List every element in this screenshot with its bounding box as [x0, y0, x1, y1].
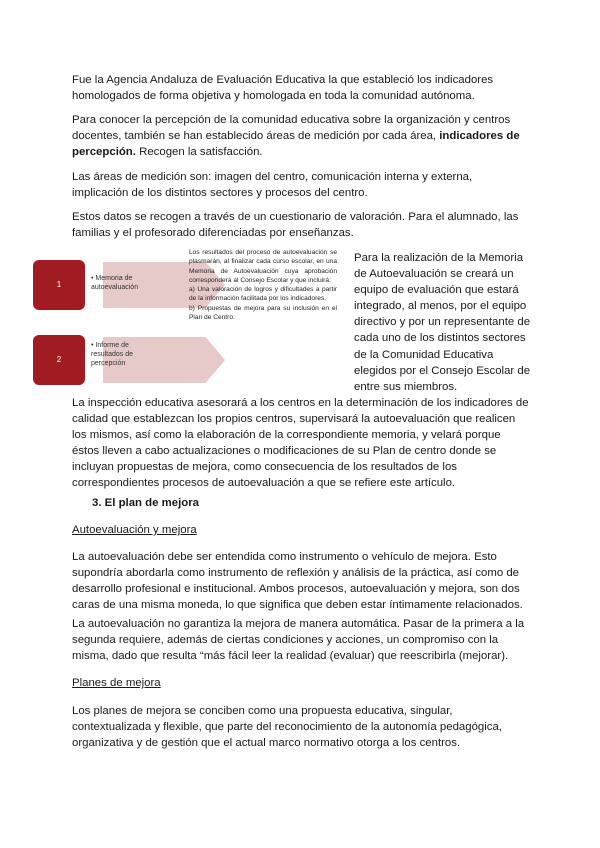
- paragraph-percepcion: [72, 112, 530, 160]
- section-heading: 3. El plan de mejora: [92, 497, 199, 509]
- autoevaluation-diagram: [33, 248, 343, 386]
- paragraph-inspeccion: La inspección educativa asesorará a los centros en la determinación de los indicadores de calidad que establezcan los propios centros, supervisará la autoevaluación que realicen los mismos, así como la elaboración de la correspondiente memoria, y velará porque éstos lleven a cabo actualizaciones o modificaciones de su Plan de centro donde se incluyan propuestas de mejora, como consecuencia de los resultados de los correspondientes procesos de autoevaluación a que se refiere este artículo.: [72, 397, 529, 489]
- paragraph-memoria: Para la realización de la Memoria de Autoevaluación se creará un equipo de evaluación que estará integrado, al menos, por el equipo directivo y por un representante de cada uno de los distintos sectores de la Comunidad Educativa elegidos por el Consejo Escolar de entre sus miembros.: [354, 252, 531, 393]
- paragraph-agencia: Fue la Agencia Andaluza de Evaluación Educativa la que estableció los indicadores homologados de forma objetiva y homologada en toda la comunidad autónoma.: [72, 74, 494, 102]
- paragraph-percepcion-bold: indicadores de percepción.: [72, 130, 520, 158]
- subheading-autoevaluacion: Autoevaluación y mejora: [72, 524, 197, 536]
- diagram-box-2-number: 2: [56, 355, 62, 364]
- diagram-label-2: • Informe de resultados de percepción: [91, 341, 161, 368]
- diagram-text-a: a) Una valoración de logros y dificultades a partir de la información facilitada por los indicadores.: [189, 286, 337, 303]
- diagram-box-2: [33, 335, 85, 385]
- diagram-text-b: b) Propuestas de mejora para su inclusión en el Plan de Centro.: [189, 304, 337, 322]
- paragraph-areas: Las áreas de medición son: imagen del centro, comunicación interna y externa, implicación de los distintos sectores y procesos del centro.: [72, 171, 473, 199]
- diagram-text: [189, 248, 337, 322]
- paragraph-planes: Los planes de mejora se conciben como una propuesta educativa, singular, contextualizada y flexible, que parte del reconocimiento de la autonomía pedagógica, organizativa y de gestión que el actual marco normativo otorga a los centros.: [72, 705, 502, 749]
- diagram-label-1: • Memoria de autoevaluación: [91, 274, 161, 292]
- diagram-box-1: [33, 260, 85, 310]
- paragraph-percepcion-tail: Recogen la satisfacción.: [135, 146, 263, 158]
- subheading-planes: Planes de mejora: [72, 677, 161, 689]
- diagram-box-1-number: 1: [56, 280, 62, 289]
- paragraph-garantiza: La autoevaluación no garantiza la mejora de manera automática. Pasar de la primera a la segunda requiere, además de ciertas condiciones y acciones, un compromiso con la misma, dado que resulta “más fácil leer la realidad (evaluar) que reescribirla (mejorar).: [72, 618, 525, 662]
- paragraph-cuestionario: Estos datos se recogen a través de un cuestionario de valoración. Para el alumnado, las familias y el profesorado diferenciadas por enseñanzas.: [72, 211, 519, 239]
- paragraph-percepcion-text: Para conocer la percepción de la comunidad educativa sobre la organización y centros docentes, también se han establecido áreas de medición por cada área,: [72, 114, 511, 142]
- paragraph-autoevaluacion: La autoevaluación debe ser entendida como instrumento o vehículo de mejora. Esto supondría abordarla como instrumento de reflexión y análisis de la práctica, así como de desarrollo profesional e institucional. Ambos procesos, autoevaluación y mejora, son dos caras de una misma moneda, lo que significa que deben estar íntimamente relacionados.: [72, 551, 523, 611]
- diagram-text-main: Los resultados del proceso de autoevaluación se plasmarán, al finalizar cada curso escolar, en una Memoria de Autoevaluación cuya aprobación corresponderá al Consejo Escolar y que incluirá:: [189, 249, 337, 284]
